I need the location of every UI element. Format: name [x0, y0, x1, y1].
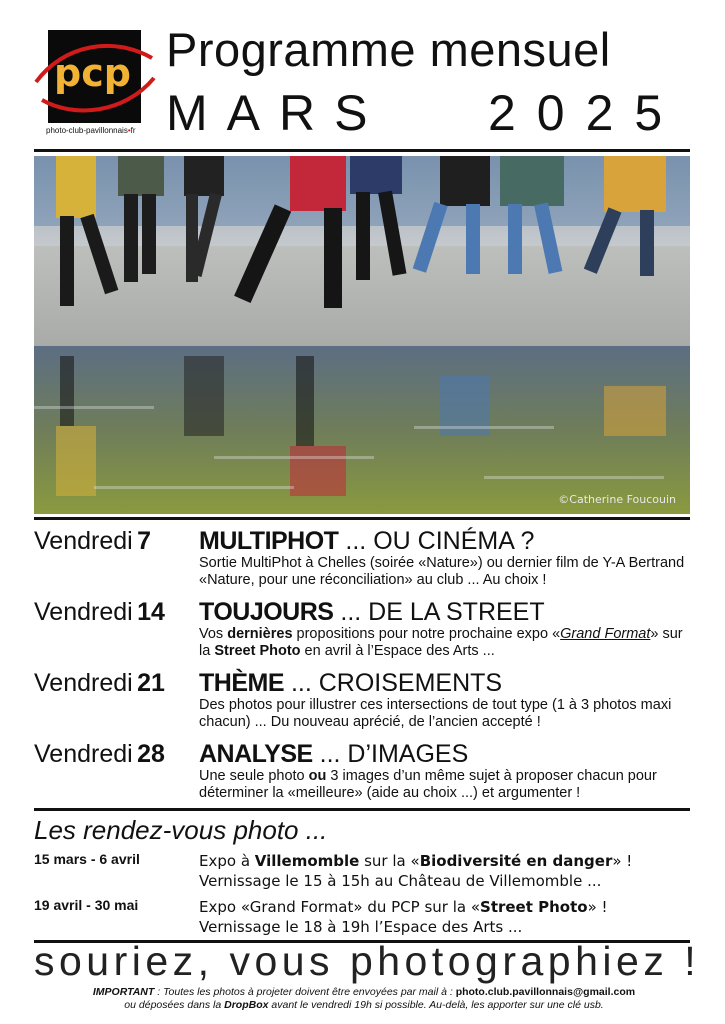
event-description: Des photos pour illustrer ces intersections de tout type (1 à 3 photos maxi chacun) ... Du nouveau aprécié, de l’ancien accepté ! [199, 697, 672, 730]
rendezvous-date: 19 avril - 30 mai [34, 897, 139, 913]
event-day: Vendredi [34, 527, 133, 555]
divider [34, 149, 690, 152]
year-label: 2025 [488, 85, 684, 141]
rendezvous-description: Expo à Villemomble sur la «Biodiversité en danger» ! Vernissage le 15 à 15h au Château de Villemomble ... [199, 852, 633, 890]
event-date-number: 14 [137, 598, 165, 626]
footer-note: IMPORTANT : Toutes les photos à projeter doivent être envoyées par mail à : photo.club.pavillonnais@gmail.com ou déposées dans la DropBox avant le vendredi 19h si possible. Au-delà, les apporter sur une clé usb. [92, 986, 636, 1011]
event-day: Vendredi [34, 598, 133, 626]
event-date-number: 7 [137, 527, 152, 555]
event-date-number: 21 [137, 669, 165, 697]
divider [34, 517, 690, 520]
event-date-number: 28 [137, 740, 165, 768]
contact-email: photo.club.pavillonnais@gmail.com [455, 986, 636, 998]
rendezvous-heading: Les rendez-vous photo ... [34, 815, 328, 845]
event-title: TOUJOURS ... DE LA STREET [199, 598, 545, 626]
month-label: MARS [166, 85, 387, 141]
logo-swoosh-graphic [34, 30, 156, 123]
event-title: MULTIPHOT ... OU CINÉMA ? [199, 527, 535, 555]
club-website: photo-club-pavillonnais•fr [46, 126, 136, 135]
event-day: Vendredi [34, 669, 133, 697]
street-reflection-image [34, 156, 690, 514]
event-title: THÈME ... CROISEMENTS [199, 669, 503, 697]
divider [34, 808, 690, 811]
rendezvous-description: Expo «Grand Format» du PCP sur la «Street Photo» ! Vernissage le 18 à 19h l’Espace des Arts ... [199, 898, 608, 936]
feature-photo [34, 156, 690, 514]
page-title: Programme mensuel [166, 23, 611, 76]
event-description: Vos dernières propositions pour notre prochaine expo «Grand Format» sur la Street Photo en avril à l’Espace des Arts ... [199, 626, 683, 659]
event-title: ANALYSE ... D’IMAGES [199, 740, 469, 768]
slogan: souriez, vous photographiez ! [34, 938, 701, 984]
photo-credit: ©Catherine Foucouin [558, 493, 676, 506]
event-description: Sortie MultiPhot à Chelles (soirée «Nature») ou dernier film de Y-A Bertrand «Nature, pour une réconciliation» au club ... Au choix ! [199, 555, 685, 588]
event-day: Vendredi [34, 740, 133, 768]
rendezvous-date: 15 mars - 6 avril [34, 851, 140, 867]
club-logo [48, 30, 141, 123]
logo-text: pcp [54, 51, 131, 95]
event-description: Une seule photo ou 3 images d’un même sujet à proposer chacun pour déterminer la «meilleure» (aide au choix ...) et argumenter ! [199, 768, 657, 801]
